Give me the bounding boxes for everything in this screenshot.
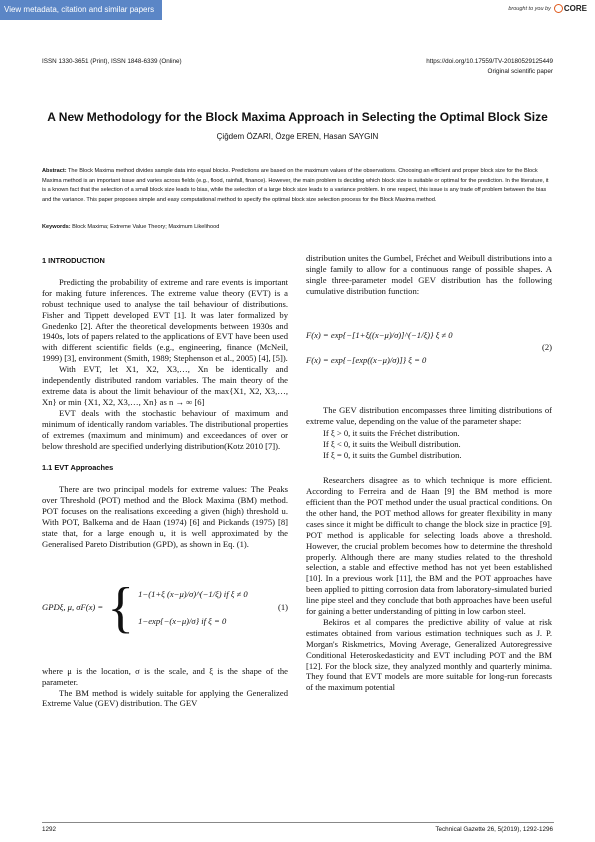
shape-cases-list [306, 428, 552, 461]
equation-row: F(x) = exp{−[exp((x−μ)/σ)]} ξ = 0 [306, 354, 427, 365]
core-logo[interactable] [554, 4, 587, 13]
paper-title: A New Methodology for the Block Maxima Approach in Selecting the Optimal Block Size [47, 110, 548, 124]
section-heading-introduction: 1 INTRODUCTION [42, 256, 105, 265]
footer-divider [42, 822, 554, 823]
issn: ISSN 1330-3651 (Print), ISSN 1848-6339 (Online) [42, 58, 182, 65]
core-logo-text: CORE [563, 4, 587, 13]
brought-by-text: brought to you by [508, 5, 551, 12]
keywords-text: Block Maxima; Extreme Value Theory; Maximum Likelihood [72, 224, 220, 230]
equation-cases [138, 589, 248, 627]
abstract [42, 167, 554, 205]
equation-1 [42, 564, 288, 652]
paragraph: distribution unites the Gumbel, Fréchet and Weibull distributions into a single family to allow for a continuous range of possible shapes. A single three-parameter model GEV distribution has the following cumulative distribution function: [306, 253, 552, 296]
section-heading-evt-approaches: 1.1 EVT Approaches [42, 463, 114, 473]
equation-body [306, 330, 453, 366]
brace-glyph: { [107, 576, 135, 639]
abstract-text: The Block Maxima method divides sample data into equal blocks. Predictions are based on the maximum values of the observations. Choosing an efficient and proper block size for the Block Maxima method is an important issue and varies across fields (e.g., flood, rainfall, finance). However, the main problem is deciding which block size is suitable or optimal for the prediction. In the literature, it is a known fact that the selection of a small block size leads to bias, while the selection of a large block size leads to a variance problem. In one respect, this issue is any trade off problem between the bias and the variance. This paper proposes simple and easy computational method to specify the optimal block size selection process for the Block Maxima method. [42, 168, 549, 203]
equation-case: 1−exp{−(x−μ)/σ} if ξ = 0 [138, 615, 227, 626]
list-item: If ξ > 0, it suits the Fréchet distribution. [323, 428, 460, 439]
list-item: If ξ = 0, it suits the Gumbel distribution. [323, 450, 462, 461]
journal-citation: Technical Gazette 26, 5(2019), 1292-1296 [435, 826, 553, 833]
metadata-link[interactable]: View metadata, citation and similar papers at core.ac.uk [0, 0, 162, 20]
core-branding[interactable] [508, 4, 587, 13]
paragraph: The BM method is widely suitable for applying the Generalized Extreme Value (GEV) distribution. The GEV [42, 687, 288, 709]
paragraph: Researchers disagree as to which technique is more efficient. According to Ferreira and de Haan [9] the BM method is more efficient than the POT method under the usual practical conditions. On the other hand, the POT method allows for greater flexibility in many cases since it might be difficult to change the block size in practice [9]. POT method is applicable for selecting loads above a threshold. However, the crucial problem becomes how to determine the threshold properly. Although there are many studies related to the threshold selection, a stable and effective method has not yet been established [10]. In a previous work [11], the BM and the POT approaches have been applied to pitting corrosion data from laboratory-simulated buried line pipe steel and they conclude that both approaches have been useful for gaining a better understanding of pitting in low carbon steel. [306, 475, 552, 617]
right-column [306, 253, 552, 693]
equation-body [42, 576, 248, 639]
equation-number: (2) [541, 342, 552, 353]
paragraph: EVT deals with the stochastic behaviour of maximum and minimum of identically random variables. The distributional properties of extremes (maximum and minimum) and exceedances of over or below threshold are specified underlying distribution(Kotz 2010 [7]). [42, 407, 288, 451]
keywords-label: Keywords: [42, 224, 71, 230]
equation-lhs: GPDξ, μ, σF(x) = [42, 602, 104, 613]
equation-number: (1) [277, 602, 288, 613]
page-number: 1292 [42, 826, 57, 833]
paragraph: With EVT, let X1, X2, X3,…, Xn be identically and independently distributed random variables. The main theory of the extreme data is about the limit behaviour of the max{X1, X2, X3,…, Xn} or min {X1, X2, X3,…, Xn} as n → ∞ [6] [42, 364, 288, 407]
paragraph: The GEV distribution encompasses three limiting distributions of extreme value, depending on the value of the parameter shape: [306, 404, 552, 426]
authors: Çiğdem ÖZARI, Özge EREN, Hasan SAYGIN [216, 132, 379, 141]
equation-2 [306, 307, 552, 389]
paper-type: Original scientific paper [487, 68, 553, 75]
top-bar [0, 0, 595, 34]
paragraph: Predicting the probability of extreme and rare events is important for making future inferences. The extreme value theory (EVT) is a robust technique used to analyse the tail behaviour of distributions. Fisher and Tippett developed EVT [1]. It was later formalized by Gnedenko [2]. After the theoretical developments between 1930s and 1940s, lots of papers related to the applications of EVT have been used with different scientific fields (e.g., engineering, finance (McNeil, 1999) [3], environment (Smith, 1989; Stephenson et al., 2005) [4], [5]). [42, 276, 288, 364]
paragraph: where μ is the location, σ is the scale, and ξ is the shape of the parameter. [42, 665, 288, 687]
paragraph: There are two principal models for extreme values: The Peaks over Threshold (POT) method and the Block Maxima (BM) method. POT focuses on the realisations exceeding a given (high) threshold u. With POT, Balkema and de Haan (1974) [6] and Pickands (1975) [8] state that, for a large enough u, it is well approximated by the Generalised Pareto Distribution (GPD), as shown in Eq. (1). [42, 484, 288, 549]
equation-case: 1−(1+ξ (x−μ)/σ)^(−1/ξ) if ξ ≠ 0 [138, 588, 248, 599]
core-logo-icon [554, 4, 563, 13]
list-item: If ξ < 0, it suits the Weibull distribution. [323, 439, 461, 450]
left-column [42, 256, 288, 709]
abstract-label: Abstract: [42, 168, 67, 174]
keywords [42, 224, 554, 230]
doi-link[interactable]: https://doi.org/10.17559/TV-20180529125449 [426, 58, 553, 65]
paragraph: Bekiros et al compares the predictive ability of value at risk estimates obtained from various estimation techniques such as J. P. Morgan's Riskmetrics, Moving Average, Generalized Autoregressive Conditional Heteroskedasticity and EVT including POT and the BM [12]. For the block size, they analyzed monthly and quarterly minima. They found that EVT models are more suitable for long-run forecasts of the maximum potential [306, 616, 552, 693]
equation-row: F(x) = exp{−[1+ξ((x−μ)/σ)]^(−1/ξ)} ξ ≠ 0 [306, 329, 453, 340]
